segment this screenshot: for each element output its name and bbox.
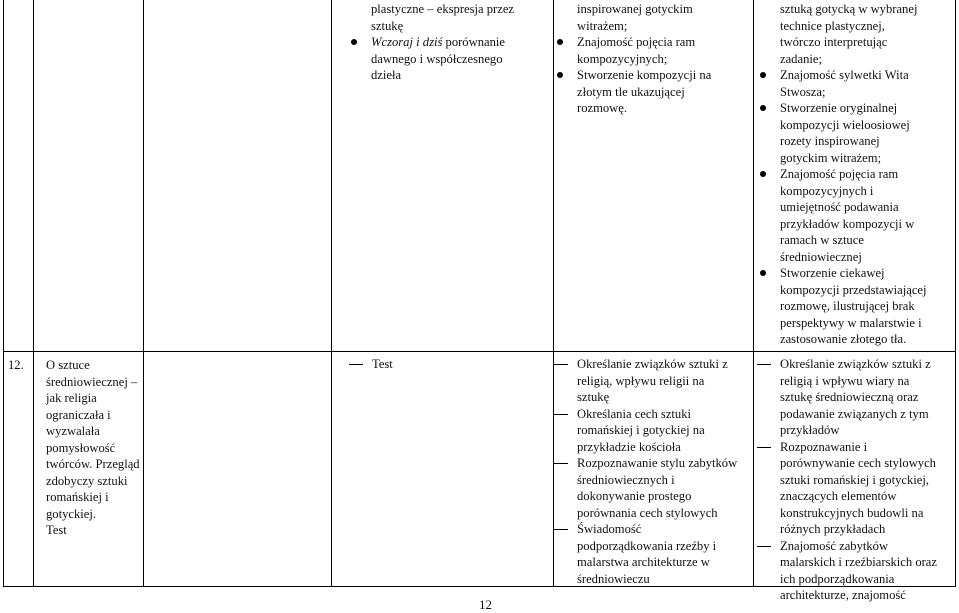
text-line: plastyczne – ekspresja przez [371, 2, 515, 16]
list-item: Znajomość pojęcia ram kompozycyjnych; [577, 34, 752, 67]
list-item: Stworzenie kompozycji na złotym tle ukazującej rozmowę. [577, 67, 752, 117]
column-divider-5 [753, 0, 754, 587]
dash-list [780, 356, 956, 604]
italic-title: Wczoraj i dziś [371, 35, 443, 49]
text-line: dawnego i współczesnego [371, 51, 503, 66]
list-item [371, 34, 551, 84]
column-divider-4 [553, 0, 554, 587]
row-divider [3, 351, 956, 352]
column-divider-1 [33, 0, 34, 587]
list-item: Określanie związków sztuki z religią i wpływu wiary na sztukę średniowieczną oraz podawanie związanych z tym przykładów [780, 356, 956, 439]
list-item: Znajomość pojęcia ram kompozycyjnych i umiejętność podawania przykładów kompozycji w ramach w sztuce średniowiecznej [780, 166, 955, 265]
dash-list [372, 356, 542, 373]
topic-test-label: Test [46, 523, 67, 537]
text-line: sztukę [371, 18, 404, 33]
col4-bottom-cell [577, 356, 753, 587]
bullet-list [577, 34, 752, 117]
bullet-list [780, 67, 955, 348]
row-number: 12. [8, 358, 24, 372]
list-item: Rozpoznawanie stylu zabytków średniowiecznych i dokonywanie prostego porównania cech stylowych [577, 455, 753, 521]
text-line: witrażem; [577, 18, 628, 33]
list-item: Stworzenie ciekawej kompozycji przedstawiającej rozmowę, ilustrującej brak perspektywy w malarstwie i zastosowanie złotego tła. [780, 265, 955, 348]
topic-cell: O sztuce średniowiecznej – jak religia ograniczała i wyzwalała pomysłowość twórców. Przegląd zdobyczy sztuki romańskiej i gotyckiej. Test [46, 357, 144, 539]
table-border-left [3, 0, 4, 587]
col4-top-cell [577, 1, 752, 117]
text-line: Wczoraj i dziś porównanie [371, 35, 505, 49]
list-item: Określanie związków sztuki z religią, wpływu religii na sztukę [577, 356, 753, 406]
col3-top-cell [371, 1, 551, 84]
list-item: Znajomość sylwetki Wita Stwosza; [780, 67, 955, 100]
bullet-list [371, 34, 551, 84]
list-item: Określania cech sztuki romańskiej i gotyckiej na przykładzie kościoła [577, 406, 753, 456]
page-number: 12 [479, 597, 492, 612]
list-item: Świadomość podporządkowania rzeźby i malarstwa architekturze w średniowieczu [577, 521, 753, 587]
col5-top-cell: sztuką gotycką w wybranej technice plastycznej, twórczo interpretując zadanie; Znajomość sylwetki Wita Stwosza; Stworzenie oryginalnej kompozycji wieloosiowej rozety inspirowanej gotyckim witrażem; Znajomość pojęcia ram kompozycyjnych i umiejętność podawania przykładów kompozycji w ramach w sztuce średniowiecznej Stworzenie ciekawej kompozycji przedstawiającej rozmowę, ilustrującej brak perspektywy w malarstwie i zastosowanie złotego tła. [780, 1, 955, 348]
dash-list [577, 356, 753, 587]
col5-bottom-cell [780, 356, 956, 604]
col3-bottom-cell [372, 356, 542, 373]
text-line: inspirowanej gotyckim [577, 2, 693, 16]
column-divider-3 [331, 0, 332, 587]
list-item: Rozpoznawanie i porównywanie cech stylowych sztuki romańskiej i gotyckiej, znaczących elementów konstrukcyjnych budowli na różnych przykładach [780, 439, 956, 538]
list-item: Znajomość zabytków malarskich i rzeźbiarskich oraz ich podporządkowania architekturze, znajomość [780, 538, 956, 604]
text-line: dzieła [371, 68, 402, 82]
list-item: Stworzenie oryginalnej kompozycji wieloosiowej rozety inspirowanej gotyckim witrażem; [780, 100, 955, 166]
list-item: Test [372, 356, 542, 373]
